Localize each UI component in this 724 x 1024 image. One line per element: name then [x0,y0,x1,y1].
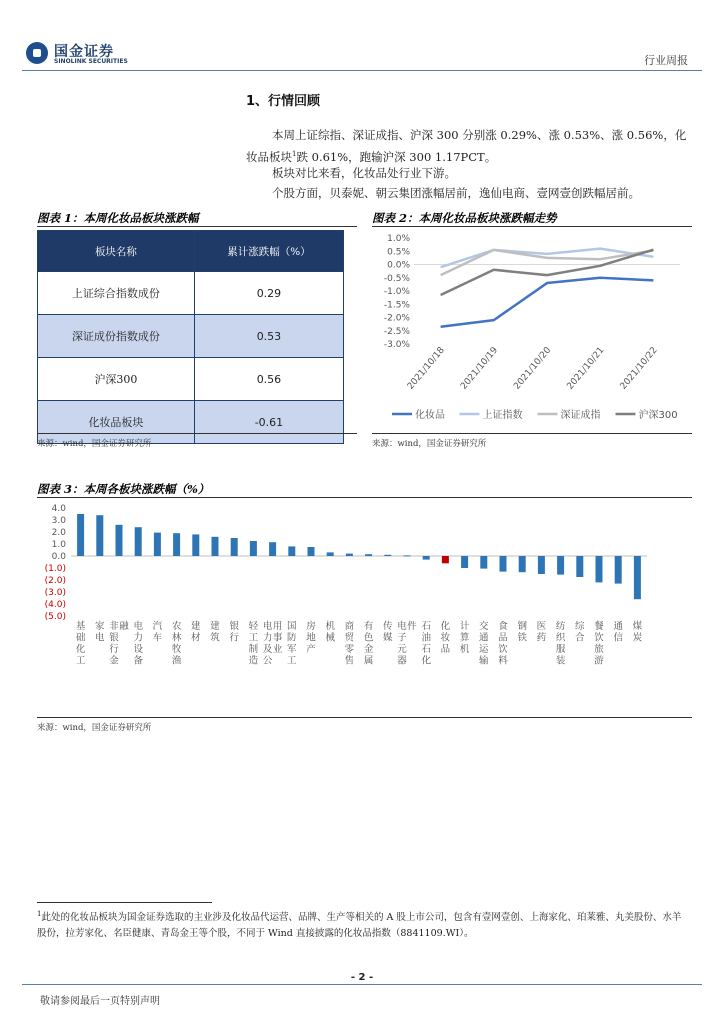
x-category-label: 房地产 [306,621,316,655]
x-category-label: 建材 [191,621,201,644]
x-category-label: 家电 [95,621,105,644]
col-header-change: 累计涨跌幅（%） [194,231,343,272]
y-tick-label: 2.0 [51,528,66,538]
bar [308,547,315,556]
bar [231,538,238,556]
x-category-label: 商贸零售 [344,621,355,667]
bar [519,556,526,572]
x-category-label: 机械 [325,621,335,644]
x-category-label: 纺织服装 [555,621,566,667]
y-tick-label: (5.0) [44,612,66,622]
x-category-label: 电力设备 [133,621,143,667]
footnote [37,906,687,942]
x-tick-label: 2021/10/19 [459,345,501,392]
x-tick-label: 2021/10/22 [618,345,660,392]
company-logo [26,38,146,68]
bar [365,554,372,556]
fig2-title: 图表 2：本周化妆品板块涨跌幅走势 [372,211,557,225]
para1-text-b: 跌 0.61%，跑输沪深 300 1.17PCT。 [296,149,497,164]
y-tick-label: 1.0% [387,234,410,244]
y-tick-label: 4.0 [51,504,66,514]
fig1-title-rule [37,226,357,227]
bar [384,555,391,556]
bar [250,541,257,556]
x-category-label: 轻工制造 [248,621,259,667]
x-category-label: 汽车 [152,621,163,644]
x-category-label: 国防军工 [287,621,297,667]
fig3-source: 来源：wind，国金证券研究所 [37,723,152,733]
footer-disclaimer: 敬请参阅最后一页特别声明 [40,996,160,1007]
bar [327,552,334,556]
x-category-label: 通信 [613,621,623,644]
bar [346,554,353,556]
legend-label: 化妆品 [415,410,445,421]
table-row [38,315,344,358]
row-value: 0.56 [194,358,343,401]
fig1-table [37,230,344,444]
bar [596,556,603,582]
bar [615,556,622,584]
x-category-label: 农林牧渔 [171,621,182,667]
x-category-label: 电力及公用事业 [262,621,283,667]
x-tick-label: 2021/10/18 [405,345,447,392]
y-tick-label: -2.0% [383,313,410,324]
series-line-0 [441,278,654,327]
bar [423,556,430,560]
table-row [38,358,344,401]
bar [576,556,583,577]
bar [173,533,180,556]
y-tick-label: -3.0% [383,340,410,350]
row-value: -0.61 [194,401,343,444]
row-name: 深证成份指数成份 [38,315,195,358]
y-tick-label: 0.0 [51,552,66,562]
row-name: 化妆品板块 [38,401,195,444]
fig2-title-rule [372,226,692,227]
y-tick-label: (1.0) [44,564,66,574]
bar [288,546,295,556]
footnote-mark: 1 [37,910,42,918]
x-tick-label: 2021/10/21 [565,345,607,392]
para1-text-a: 本周上证综指、深证成指、沪深 300 分别涨 0.29%、涨 0.53%、涨 0.56%，化妆品板块 [246,128,687,164]
header-divider [22,70,702,71]
paragraph-market-review [246,126,696,167]
bar [96,515,103,556]
section-title: 1、行情回顾 [246,94,321,109]
fig1-source: 来源：wind，国金证券研究所 [37,439,152,449]
y-tick-label: -1.5% [383,300,410,311]
bar [500,556,507,572]
x-tick-label: 2021/10/20 [512,345,554,392]
x-category-label: 交通运输 [479,621,489,667]
y-tick-label: 3.0 [51,516,66,526]
fig3-bar-chart [37,499,692,716]
legend-label: 深证成指 [560,410,601,421]
col-header-name: 板块名称 [38,231,195,272]
x-category-label: 煤炭 [632,621,643,644]
fig2-source: 来源：wind，国金证券研究所 [372,439,487,449]
y-tick-label: 0.0% [387,260,410,271]
table-header-row [38,231,344,272]
y-tick-label: -1.0% [383,287,410,297]
brand-name-cn: 国金证券 [54,44,114,60]
footnote-text: 此处的化妆品板块为国金证券选取的主业涉及化妆品代运营、品牌、生产等相关的 A 股上市公司，包含有壹网壹创、上海家化、珀莱雅、丸美股份、水羊股份，拉芳家化、名臣健康、青岛金王等个股，不同于 Wind 直接披露的化妆品指数（8841109.WI）。 [37,912,682,940]
y-tick-label: 1.0 [51,540,66,550]
x-category-label: 计算机 [459,621,470,655]
bar [538,556,545,574]
bar [442,556,449,563]
x-category-label: 有色金属 [363,621,374,667]
x-category-label: 非银行金融 [109,621,129,667]
bar [480,556,487,569]
x-category-label: 钢铁 [517,621,527,644]
y-tick-label: -2.5% [383,326,410,337]
row-value: 0.53 [194,315,343,358]
bar [212,537,219,556]
x-category-label: 综合 [575,621,585,644]
paragraph-sector-compare: 板块对比来看，化妆品处行业下游。 [272,166,456,180]
x-category-label: 银行 [229,621,239,644]
x-category-label: 电子元器件 [397,621,417,667]
bar [77,514,84,556]
bar [135,527,142,556]
logo-mark-icon [26,42,48,64]
x-category-label: 传媒 [383,621,393,644]
fig3-title-rule [37,497,692,498]
page-number: - 2 - [350,972,374,983]
legend-label: 上证指数 [482,410,523,421]
report-type: 行业周报 [644,54,688,67]
footnote-rule [37,902,212,903]
x-category-label: 食品饮料 [498,621,508,667]
bar [269,542,276,556]
row-name: 沪深300 [38,358,195,401]
y-tick-label: (4.0) [44,600,66,610]
y-tick-label: (3.0) [44,588,66,598]
x-category-label: 石油石化 [421,621,431,667]
row-value: 0.29 [194,272,343,315]
table-row [38,272,344,315]
fig1-bottom-rule [37,433,357,434]
y-tick-label: (2.0) [44,576,66,586]
brand-name-en: SINOLINK SECURITIES [54,58,128,65]
fig2-bottom-rule [372,433,692,434]
x-category-label: 餐饮旅游 [594,621,604,667]
fig3-bottom-rule [37,717,692,718]
x-category-label: 医药 [536,621,547,644]
x-category-label: 化妆品 [440,621,451,655]
fig2-line-chart [372,228,692,432]
bar [634,556,641,599]
bar [461,556,468,568]
bar [154,533,161,556]
row-name: 上证综合指数成份 [38,272,195,315]
legend-label: 沪深300 [638,410,678,421]
footer-divider [22,984,702,985]
bar [404,555,411,556]
bar [116,525,123,556]
paragraph-stocks: 个股方面，贝泰妮、朝云集团涨幅居前，逸仙电商、壹网壹创跌幅居前。 [272,186,640,200]
bar [557,556,564,575]
x-category-label: 基础化工 [75,621,86,667]
bar [192,534,199,556]
y-tick-label: 0.5% [387,247,410,258]
fig3-title: 图表 3：本周各板块涨跌幅（%） [37,482,210,496]
footnote-ref: 1 [292,150,297,158]
y-tick-label: -0.5% [383,273,410,284]
fig1-title: 图表 1：本周化妆品板块涨跌幅 [37,211,199,225]
x-category-label: 建筑 [210,621,220,644]
